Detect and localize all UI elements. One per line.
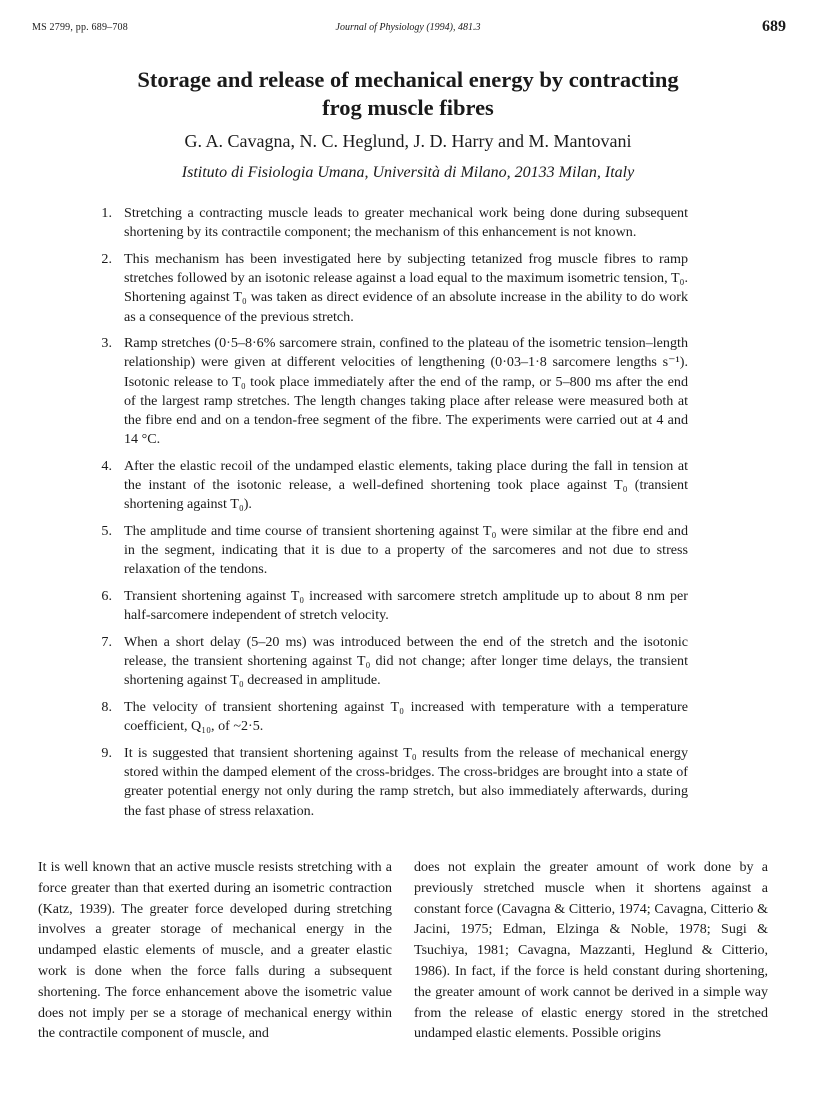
summary-item-number: 6. (101, 588, 112, 605)
summary-item-text: Stretching a contracting muscle leads to greater mechanical work being done during subsequent shortening by its contractile component; the mechanism of this enhancement is not known. (124, 205, 688, 241)
article-title (60, 66, 756, 122)
summary-item-number: 9. (101, 745, 112, 762)
text-column-right (414, 858, 768, 1045)
summary-item (92, 334, 688, 449)
summary-item-number: 4. (101, 457, 112, 474)
paragraph: It is well known that an active muscle resists stretching with a force greater than that exerted during an isometric contraction (Katz, 1939). The greater force developed during stretching involves a greater storage of mechanical energy in the undamped elastic elements of muscle, and a greater elastic work is done when the force falls during a subsequent shortening. The force enhancement above the isometric value does not imply per se a storage of mechanical energy within the contractile component of muscle, and (38, 860, 392, 1042)
summary-item-number: 7. (101, 634, 112, 651)
summary-item-text: After the elastic recoil of the undamped elastic elements, taking place during the fall in tension at the instant of the isotonic release, a well-defined shortening took place against T₀ (transient shortening against T₀). (124, 457, 688, 513)
author-list: G. A. Cavagna, N. C. Heglund, J. D. Harry and M. Mantovani (184, 131, 632, 151)
summary-item-text: This mechanism has been investigated here by subjecting tetanized frog muscle fibres to ramp stretches followed by an isotonic release against a load equal to the maximum isometric tension, T₀. Shortening against T₀ was taken as direct evidence of an absolute increase in the ability to do work as a consequence of the previous stretch. (124, 250, 688, 325)
text-column-left (38, 858, 392, 1045)
summary-item (92, 587, 688, 625)
summary-item-text: The amplitude and time course of transient shortening against T₀ were similar at the fibre end and in the segment, indicating that it is due to a property of the sarcomeres and not due to stress relaxation of the tendons. (124, 523, 688, 578)
summary-item-number: 3. (101, 335, 112, 352)
summary-item-number: 1. (101, 205, 112, 221)
summary-item-text: Transient shortening against T₀ increased with sarcomere stretch amplitude up to about 8 nm per half-sarcomere independent of stretch velocity. (124, 588, 688, 624)
summary-item-text: Ramp stretches (0·5–8·6% sarcomere strain, confined to the plateau of the isometric tension–length relationship) were given at different velocities of lengthening (0·03–1·8 sarcomere lengths s⁻¹). Isotonic release to T₀ took place immediately after the end of the ramp, or 5–800 ms after the end of the largest ramp stretches. The length changes taking place after release were measured both at the fibre end and on a tendon-free segment of the fibre. The experiments were carried out at 4 and 14 °C. (124, 335, 688, 448)
summary-item (92, 522, 688, 580)
running-header (0, 18, 816, 38)
summary-item (92, 204, 688, 242)
paragraph: does not explain the greater amount of work done by a previously stretched muscle when it shortens against a constant force (Cavagna & Citterio, 1974; Cavagna, Citterio & Jacini, 1975; Edman, Elzinga & Noble, 1978; Sugi & Tsuchiya, 1981; Cavagna, Mazzanti, Heglund & Citterio, 1986). In fact, if the force is held constant during shortening, the greater amount of work cannot be derived in a simple way from the release of elastic energy stored in the stretched undamped elastic elements. Possible origins (414, 860, 768, 1042)
summary-item-number: 8. (101, 699, 112, 716)
summary-item-text: It is suggested that transient shortening against T₀ results from the release of mechanical energy stored within the damped element of the cross-bridges. The cross-bridges are brought into a state of greater potential energy not only during the ramp stretch, but also immediately afterwards, during the fast phase of stress relaxation. (124, 745, 688, 819)
summary-item (92, 250, 688, 327)
summary-item (92, 744, 688, 821)
summary-item-number: 5. (101, 523, 112, 540)
article-title-line-2: frog muscle fibres (322, 95, 494, 120)
author-affiliation: Istituto di Fisiologia Umana, Università di Milano, 20133 Milan, Italy (181, 164, 635, 181)
article-title-line-1: Storage and release of mechanical energy by contracting (137, 67, 679, 92)
page-number: 689 (762, 18, 786, 35)
summary-item (92, 457, 688, 515)
summary-item-text: When a short delay (5–20 ms) was introduced between the end of the stretch and the isotonic release, the transient shortening against T₀ did not change; after longer time delays, the transient shortening against T₀ decreased in amplitude. (124, 634, 688, 689)
manuscript-id: MS 2799, pp. 689–708 (32, 22, 128, 33)
summary-list (92, 204, 688, 828)
journal-citation: Journal of Physiology (1994), 481.3 (335, 22, 481, 33)
summary-item-number: 2. (101, 250, 112, 267)
summary-item (92, 633, 688, 691)
summary-item (92, 698, 688, 736)
summary-item-text: The velocity of transient shortening against T₀ increased with temperature with a temperature coefficient, Q₁₀, of ~2·5. (124, 699, 688, 735)
